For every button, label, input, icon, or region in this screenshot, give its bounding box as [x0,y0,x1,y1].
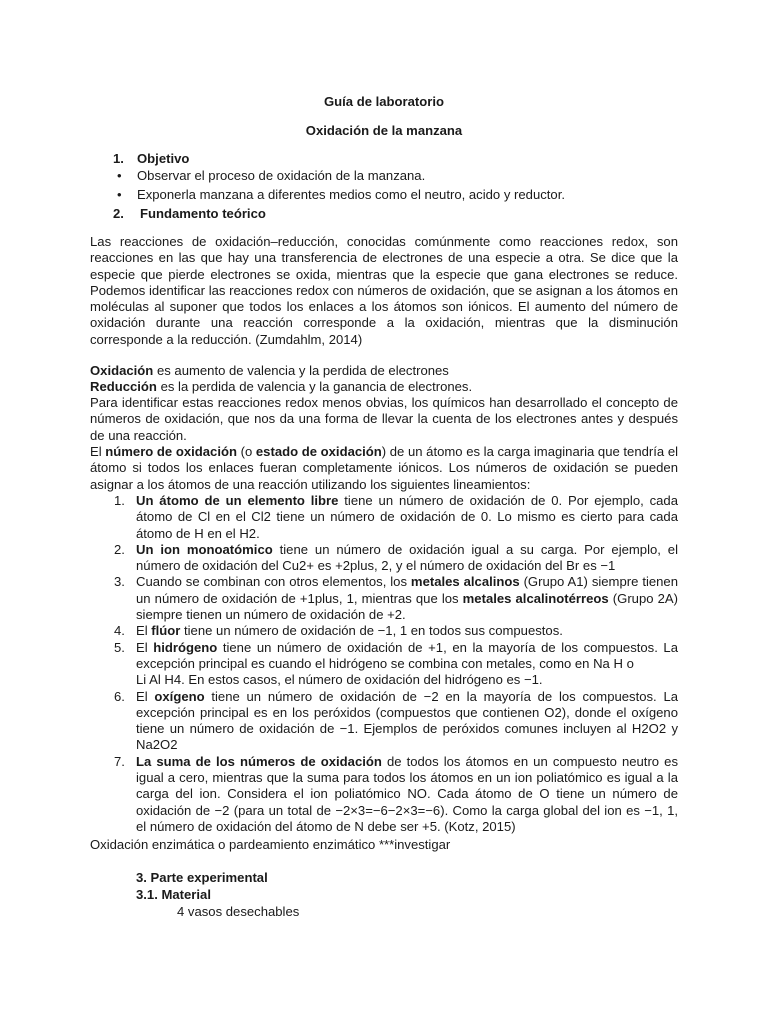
text-run: El [90,444,106,459]
text-run: Cuando se combinan con otros elementos, los [136,574,411,590]
text-run: tiene un número de oxidación de 0. Por ejemplo, cada átomo de Cl en el Cl2 tiene un número de oxidación de 0. Lo mismo es cierto para cada átomo de H en el H2. [136,493,678,541]
section-3-heading: 3. Parte experimental [136,870,268,885]
text-run: (Grupo A1) siempre tienen un número de oxidación de +1plus, 1, mientras que los [136,574,678,606]
list-number: 1. [114,493,125,508]
objective-bullet-2: Exponerla manzana a diferentes medios como el neutro, acido y reductor. [137,187,565,202]
list-item [111,689,678,754]
text-run: El [136,639,154,655]
text-run: El [136,623,152,639]
objective-bullet-1: Observar el proceso de oxidación de la manzana. [137,168,426,183]
bold-term: hidrógeno [153,639,218,655]
bold-term: estado de oxidación [255,444,382,459]
list-number: 3. [114,574,125,590]
document-title: Guía de laboratorio [323,94,445,109]
list-number: 2. [114,541,125,557]
bold-term: metales alcalinos [410,574,520,590]
section-2-heading: Fundamento teórico [140,206,266,221]
text-run: ) de un átomo es la carga imaginaria que tendría el átomo si todos los enlaces fueran completamente iónicos. Los números de oxidación se pueden asignar a los átomos de una reacción utilizando los siguientes lineamientos: [90,444,679,492]
list-item [111,623,678,639]
bullet-icon: • [117,187,122,202]
section-1-number: 1. [113,151,124,166]
text-run: tiene un número de oxidación de −1, 1 en todos sus compuestos. [180,623,563,639]
definition-term: Reducción [90,379,157,394]
text-run: (o [236,444,256,459]
bold-term: La suma de los números de oxidación [136,753,382,769]
bold-term: metales alcalinotérreos [462,590,609,606]
list-number: 4. [114,623,125,639]
text-run: (Grupo 2A) siempre tienen un número de oxidación de +2. [136,590,679,623]
paragraph-redox-intro: Las reacciones de oxidación–reducción, conocidas comúnmente como reacciones redox, son reacciones en las que hay una transferencia de electrones de una especie a otra. Se dice que la especie que pierde electrones se oxida, mientras que la especie que gana electrones se reduce. Podemos identificar las reacciones redox con números de oxidación, que se asignan a los átomos en moléculas al suponer que todos los enlaces a los átomos son iónicos. El aumento del número de oxidación durante una reacción corresponde a la oxidación, mientras que la disminución corresponde a la reducción. (Zumdahlm, 2014) [90,234,678,347]
definition-reduccion [90,379,678,395]
paragraph-oxidation-numbers: Para identificar estas reacciones redox menos obvias, los químicos han desarrollado el concepto de números de oxidación, que nos da una forma de llevar la cuenta de los electrones antes y después de una reacción. [90,395,678,443]
bold-term: Un ion monoatómico [136,541,273,557]
list-item [111,640,678,689]
bold-term: número de oxidación [105,444,237,459]
investigation-note: Oxidación enzimática o pardeamiento enzimático ***investigar [90,837,451,852]
document-subtitle: Oxidación de la manzana [305,123,463,138]
section-2-number: 2. [113,206,124,221]
list-number: 6. [114,688,125,704]
text-run: Li Al H4. En estos casos, el número de oxidación del hidrógeno es −1. [136,672,543,688]
list-item [111,574,678,623]
material-item: 4 vasos desechables [177,904,300,919]
list-item [111,542,678,575]
text-run: de todos los átomos en un compuesto neutro es igual a cero, mientras que la suma para todos los átomos en un ion poliatómico es igual a la carga del ion. Considera el ion poliatómico NO. Cada átomo de O tiene un número de oxidación de −2 (para un total de −2×3=−6−2×3=−6). Como la carga global del ion es −1, 1, el número de oxidación del átomo de N debe ser +5. (Kotz, 2015) [136,753,678,834]
bold-term: Un átomo de un elemento libre [136,493,339,508]
list-number: 5. [114,639,125,655]
paragraph-oxidation-definition [90,444,678,493]
list-item [111,754,678,835]
text-run: El [136,688,155,704]
rules-list [111,493,678,835]
bold-term: oxígeno [154,688,205,704]
text-run: tiene un número de oxidación de +1, en la mayoría de los compuestos. La excepción principal es cuando el hidrógeno se combina con metales, como en Na H o [136,639,678,671]
section-1-heading: Objetivo [137,151,190,166]
definition-text: es la perdida de valencia y la ganancia de electrones. [156,379,473,394]
text-run: tiene un número de oxidación igual a su carga. Por ejemplo, el número de oxidación del Cu2+ es +2plus, 2, y el número de oxidación del Br es −1 [136,541,679,574]
definition-term: Oxidación [90,363,154,378]
bold-term: flúor [151,623,181,639]
definition-oxidacion [90,363,678,379]
list-item [111,493,678,542]
bullet-icon: • [117,168,122,183]
definition-text: es aumento de valencia y la perdida de electrones [153,363,449,378]
text-run: tiene un número de oxidación de −2 en la mayoría de los compuestos. La excepción principal es en los peróxidos (compuestos que contienen O2), donde el oxígeno tiene un número de oxidación de −1. Ejemplos de peróxidos comunes incluyen al H2O2 y Na2O2 [136,688,679,753]
section-3-1-heading: 3.1. Material [136,887,211,902]
list-number: 7. [114,753,125,769]
